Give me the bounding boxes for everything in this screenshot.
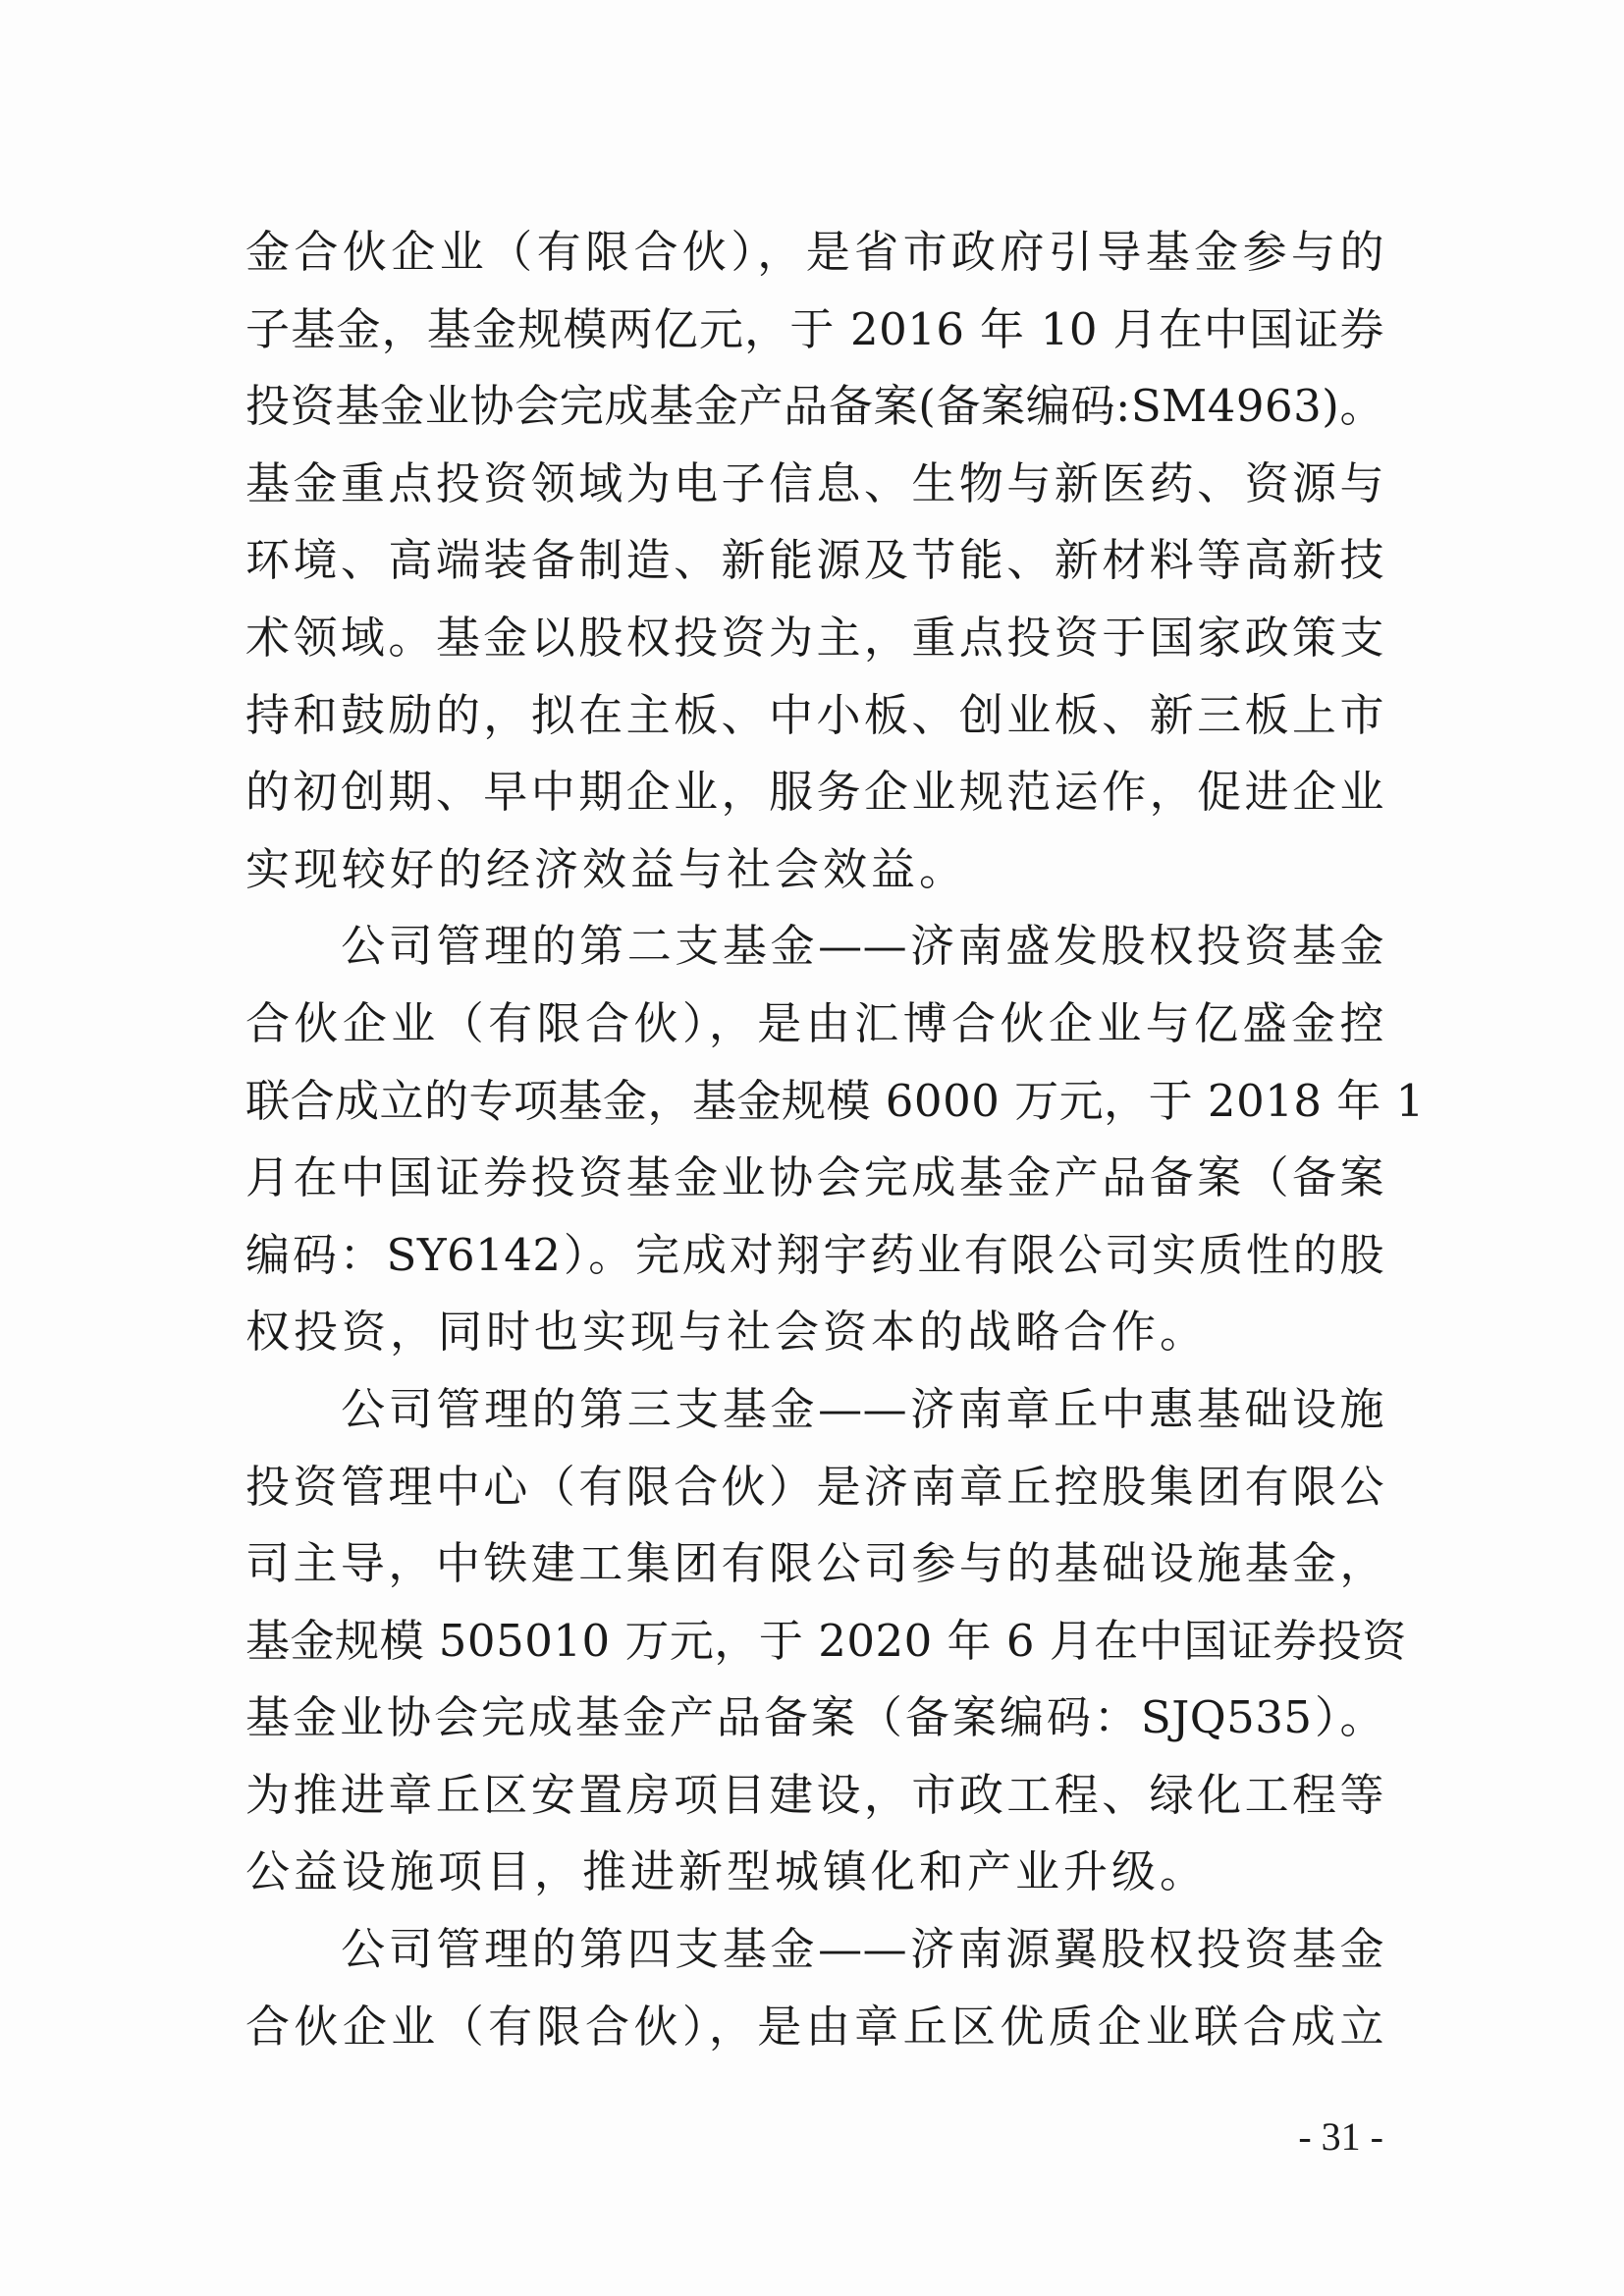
text-line: 基金业协会完成基金产品备案（备案编码：SJQ535）。 bbox=[245, 1691, 1384, 1744]
body-text bbox=[245, 214, 1425, 2065]
text-line: 子基金，基金规模两亿元，于 2016 年 10 月在中国证券 bbox=[245, 302, 1384, 355]
text-line: 为推进章丘区安置房项目建设，市政工程、绿化工程等 bbox=[245, 1768, 1384, 1821]
text-line: 合伙企业（有限合伙），是由汇博合伙企业与亿盛金控 bbox=[245, 996, 1384, 1049]
text-line: 合伙企业（有限合伙），是由章丘区优质企业联合成立 bbox=[245, 2000, 1384, 2053]
text-line: 的初创期、早中期企业，服务企业规范运作，促进企业 bbox=[245, 766, 1384, 819]
text-line: 权投资，同时也实现与社会资本的战略合作。 bbox=[245, 1306, 1209, 1359]
text-line: 月在中国证券投资基金业协会完成基金产品备案（备案 bbox=[245, 1151, 1384, 1204]
text-line: 术领域。基金以股权投资为主，重点投资于国家政策支 bbox=[245, 611, 1384, 664]
text-line: 公益设施项目，推进新型城镇化和产业升级。 bbox=[245, 1845, 1209, 1898]
text-line: 金合伙企业（有限合伙），是省市政府引导基金参与的 bbox=[245, 226, 1384, 278]
text-line: 投资管理中心（有限合伙）是济南章丘控股集团有限公 bbox=[245, 1460, 1384, 1513]
text-line: 公司管理的第二支基金——济南盛发股权投资基金 bbox=[245, 920, 1384, 973]
text-line: 司主导，中铁建工集团有限公司参与的基础设施基金， bbox=[245, 1537, 1384, 1590]
text-line: 持和鼓励的，拟在主板、中小板、创业板、新三板上市 bbox=[245, 688, 1384, 741]
text-line: 基金规模 505010 万元，于 2020 年 6 月在中国证券投资 bbox=[245, 1614, 1407, 1667]
text-line: 公司管理的第四支基金——济南源翼股权投资基金 bbox=[245, 1923, 1384, 1976]
text-line: 基金重点投资领域为电子信息、生物与新医药、资源与 bbox=[245, 456, 1384, 509]
text-line: 联合成立的专项基金，基金规模 6000 万元，于 2018 年 1 bbox=[245, 1074, 1425, 1127]
text-line: 环境、高端装备制造、新能源及节能、新材料等高新技 bbox=[245, 534, 1384, 587]
text-line: 投资基金业协会完成基金产品备案(备案编码:SM4963)。 bbox=[245, 380, 1384, 433]
page-number: - 31 - bbox=[1298, 2114, 1383, 2159]
text-line: 编码：SY6142）。完成对翔宇药业有限公司实质性的股 bbox=[245, 1228, 1384, 1281]
text-line: 公司管理的第三支基金——济南章丘中惠基础设施 bbox=[245, 1382, 1384, 1435]
text-line: 实现较好的经济效益与社会效益。 bbox=[245, 842, 968, 895]
